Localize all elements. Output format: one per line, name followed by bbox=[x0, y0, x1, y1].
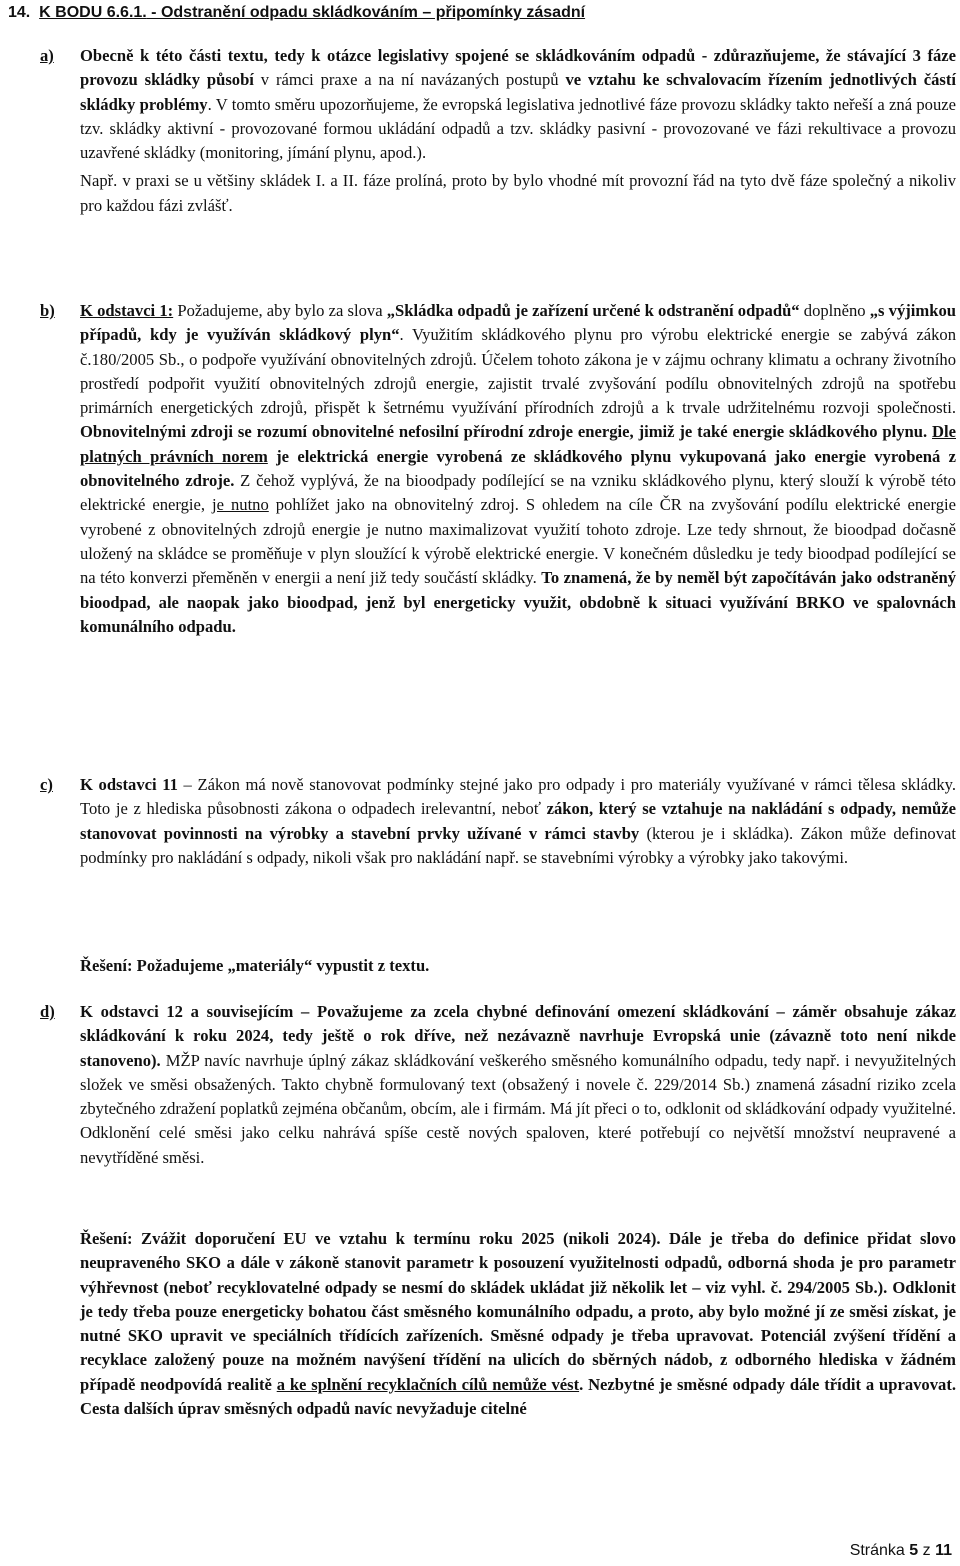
section-a-body bbox=[80, 44, 956, 218]
section-b-paragraph bbox=[80, 299, 956, 639]
section-c-solution-block bbox=[40, 954, 956, 978]
footer-label: Stránka bbox=[849, 1542, 910, 1559]
section-c-paragraph bbox=[80, 773, 956, 870]
section-b-text-3: „Skládka odpadů je zařízení určené k odstranění odpadů“ bbox=[386, 301, 800, 320]
section-c bbox=[40, 773, 956, 870]
section-d bbox=[40, 1000, 956, 1170]
footer-page-total: 11 bbox=[935, 1542, 952, 1559]
section-a-text-3: v rámci praxe a na ní navázaných postupů bbox=[253, 70, 566, 90]
section-d-solution-block bbox=[40, 1227, 956, 1421]
section-c-body bbox=[80, 773, 956, 870]
section-c-text-4: (kterou je i skládka). Zákon může definovat podmínky pro nakládání s odpady, nikoli však pro nakládání např. se stavebními výrobky a výrobky jako takovými. bbox=[80, 823, 956, 867]
section-b-letter: b) bbox=[40, 301, 55, 320]
section-d-paragraph bbox=[80, 1000, 956, 1170]
section-b bbox=[40, 299, 956, 639]
section-d-solution-text-1: Řešení: Zvážit doporučení EU ve vztahu k termínu roku 2025 (nikoli 2024). Dále je třeba do definice přidat slovo neupraveného SKO a dále v zákoně stanovit parametr k posouzení využitelnosti odpadů, odborná shoda je pro parametr výhřevnost (neboť recyklovatelné odpady se nesmí do skládek ukládat již několik let – viz vyhl. č. 294/2005 Sb.). Odklonit je tedy třeba pouze energeticky bohatou část směsného komunálního odpadu, a proto, aby bylo možné jí ze směsi získat, je nutné SKO upravit ve speciálních třídících zařízeních. Směsné odpady je třeba upravovat. Potenciál zvýšení třídění a recyklace založený pouze na možném navýšení třídění na ulicích do sběrných nádob, z odborného hlediska v žádném případě neodpovídá realitě bbox=[80, 1229, 956, 1394]
section-a-paragraph-1 bbox=[80, 44, 956, 165]
section-a-text-1: Obecně k této části textu, tedy k otázce legislativy spojené se skládkováním odpadů - zdůrazňujeme, že bbox=[80, 46, 848, 65]
section-d-text-2: MŽP navíc navrhuje úplný zákaz skládkování veškerého směsného komunálního odpadu, tedy např. i nevyužitelných složek ve směsi obsažených. Takto chybně formulovaný text (obsažený i novele č. 229/2014 Sb.) znamená zásadní riziko zcela zbytečného zdražení poplatků zejména občanům, obcím, ale i firmám. Má jít přeci o to, odklonit od skládkování odpady využitelné. Odklonění celé směsi jako celku nahrává spíše cestě nových spaloven, které potřebují co největší množství neupravené a nevytříděné směsi. bbox=[80, 1050, 956, 1167]
page-footer bbox=[850, 1542, 952, 1560]
section-b-text-6: . Využitím skládkového plynu pro výrobu elektrické energie se zabývá zákon č.180/2005 Sb., o podpoře využívání obnovitelných zdrojů. Účelem tohoto zákona je v zájmu ochrany klimatu a ochrany životního prostředí podpořit využití obnovitelných zdrojů energie, zajistit trvalé zvyšování podílu obnovitelných zdrojů na spotřebu primárních energetických zdrojů, přispět k šetrnému využívání přírodních zdrojů a k trvale udržitelnému rozvoji společnosti. bbox=[80, 325, 956, 418]
heading-reference: K BODU 6.6.1. bbox=[39, 4, 147, 21]
section-d-solution bbox=[80, 1227, 956, 1421]
section-b-text-2: Požadujeme, aby bylo za slova bbox=[173, 301, 387, 320]
section-a-paragraph-2: Např. v praxi se u většiny skládek I. a II. fáze prolíná, proto by bylo vhodné mít provozní řád na tyto dvě fáze společný a nikoliv pro každou fázi zvlášť. bbox=[80, 171, 956, 215]
section-d-text-1: K odstavci 12 a souvisejícím – Považujeme za zcela chybné definování omezení skládkování – záměr obsahuje zákaz skládkování k roku 2024, tedy ještě o rok dříve, než nezávazně navrhuje Evropská unie (závazně toto není nikde stanoveno). bbox=[80, 1002, 956, 1070]
section-b-text-12: pohlížet jako na obnovitelný zdroj. S ohledem na cíle ČR na zvyšování podílu elektrické energie vyrobené z obnovitelných zdrojů energie je nutno maximalizovat využití tohoto zdroje. Lze tedy shrnout, že bioodpad dočasně uložený na skládce se proměňuje v plyn sloužící k výrobě elektrické energie. V konečném důsledku je tedy bioodpad podílející se na této konverzi přeměněn v energii a není již tedy součástí skládky. bbox=[80, 495, 956, 588]
section-b-body bbox=[80, 299, 956, 639]
section-b-text-11: je nutno bbox=[212, 495, 269, 515]
section-a-letter: a) bbox=[40, 46, 54, 65]
section-b-text-9: je elektrická energie vyrobená ze skládkového plynu vykupovaná jako energie vyrobená z obnovitelného zdroje. bbox=[80, 446, 956, 491]
section-c-text-3: zákon, který se vztahuje na nakládání s odpady, nemůže stanovovat povinnosti na výrobky a stavební prvky užívané v rámci stavby bbox=[80, 799, 956, 843]
section-d-body bbox=[80, 1000, 956, 1170]
section-b-text-8: Dle platných právních norem bbox=[80, 422, 956, 466]
section-b-text-7: Obnovitelnými zdroji se rozumí obnovitelné nefosilní přírodní zdroje energie, jimiž je také energie skládkového plynu. bbox=[80, 422, 933, 442]
heading-number: 14. bbox=[8, 4, 31, 21]
section-a-text-4: ve vztahu ke schvalovacím řízením jednotlivých částí skládky problémy bbox=[80, 70, 956, 114]
section-b-text-1: K odstavci 1: bbox=[80, 301, 174, 320]
section-b-text-4: doplněno bbox=[799, 301, 870, 320]
section-b-text-10: Z čehož vyplývá, že na bioodpady podílející se na vzniku skládkového plynu, který slouží k výrobě této elektrické energie, bbox=[80, 471, 956, 515]
section-a-text-2: stávající 3 fáze provozu skládky působí bbox=[80, 46, 957, 90]
section-b-text-13: To znamená, že by neměl být započítáván jako odstraněný bioodpad, ale naopak jako bioodpad, jenž byl energeticky využit, obdobně k situaci využívání BRKO ve spalovnách komunálního odpadu. bbox=[80, 568, 956, 636]
section-c-solution: Řešení: Požadujeme „materiály“ vypustit z textu. bbox=[80, 956, 430, 975]
section-d-letter: d) bbox=[40, 1002, 55, 1021]
heading-title: - Odstranění odpadu skládkováním – připomínky zásadní bbox=[146, 4, 586, 21]
section-a bbox=[40, 44, 956, 218]
page-heading bbox=[8, 4, 948, 22]
section-b-text-5: „s výjimkou případů, kdy je využíván skládkový plyn“ bbox=[80, 301, 956, 345]
footer-page-number: 5 bbox=[909, 1542, 919, 1559]
section-c-text-2: – Zákon má nově stanovovat podmínky stejné jako pro odpady i pro materiály využívané v rámci tělesa skládky. Toto je z hlediska působnosti zákona o odpadech irelevantní, neboť bbox=[80, 775, 956, 819]
section-d-solution-text-2: a ke splnění recyklačních cílů nemůže vést bbox=[276, 1374, 580, 1394]
section-c-letter: c) bbox=[40, 775, 53, 794]
footer-separator: z bbox=[918, 1542, 936, 1559]
section-a-text-5: . V tomto směru upozorňujeme, že evropská legislativa jednotlivé fáze provozu skládky takto neřeší a zná pouze tzv. skládky aktivní - provozované formou ukládání odpadů a tzv. skládky pasivní - provozované ve fázi rekultivace a provozu uzavřené skládky (monitoring, jímání plynu, apod.). bbox=[80, 94, 956, 163]
section-c-text-1: K odstavci 11 bbox=[80, 775, 178, 794]
section-d-solution-text-3: . Nezbytné je směsné odpady dále třídit a upravovat. Cesta dalších úprav směsných odpadů navíc nevyžaduje citelné bbox=[80, 1374, 956, 1419]
